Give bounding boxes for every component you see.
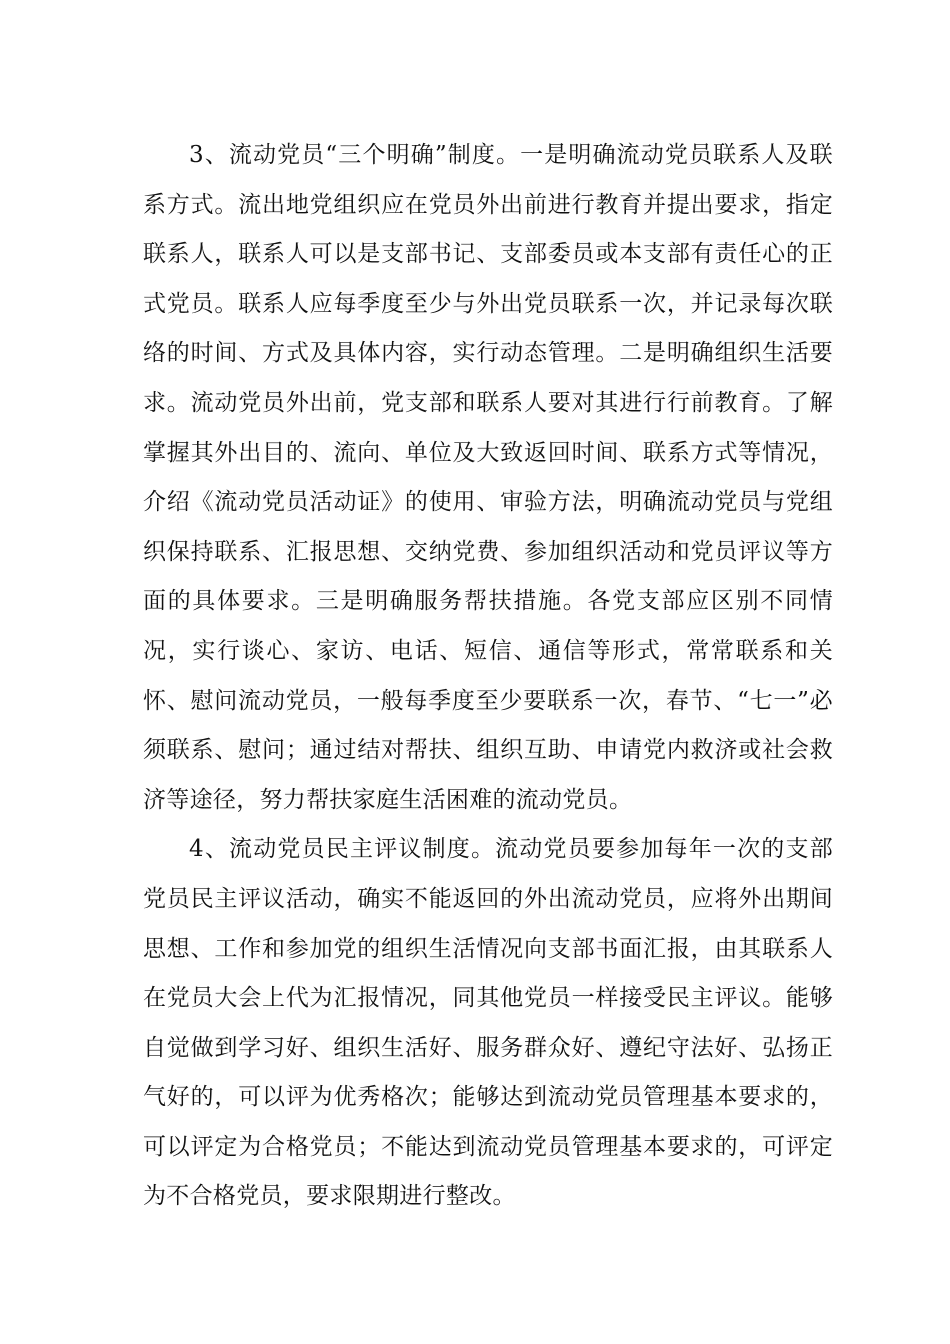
paragraph-mobile-party-member-three-clarities: 3、流动党员“三个明确”制度。一是明确流动党员联系人及联系方式。流出地党组织应在党员外出前进行教育并提出要求，指定联系人，联系人可以是支部书记、支部委员或本支部有责任心的正式党员。联系人应每季度至少与外出党员联系一次，并记录每次联络的时间、方式及具体内容，实行动态管理。二是明确组织生活要求。流动党员外出前，党支部和联系人要对其进行行前教育。了解掌握其外出目的、流向、单位及大致返回时间、联系方式等情况，介绍《流动党员活动证》的使用、审验方法，明确流动党员与党组织保持联系、汇报思想、交纳党费、参加组织活动和党员评议等方面的具体要求。三是明确服务帮扶措施。各党支部应区别不同情况，实行谈心、家访、电话、短信、通信等形式，常常联系和关怀、慰问流动党员，一般每季度至少要联系一次，春节、“七一”必须联系、慰问；通过结对帮扶、组织互助、申请党内救济或社会救济等途径，努力帮扶家庭生活困难的流动党员。 xyxy=(143,142,833,813)
paragraph-mobile-party-member-democratic-appraisal: 4、流动党员民主评议制度。流动党员要参加每年一次的支部党员民主评议活动，确实不能返回的外出流动党员，应将外出期间思想、工作和参加党的组织生活情况向支部书面汇报，由其联系人在党员大会上代为汇报情况，同其他党员一样接受民主评议。能够自觉做到学习好、组织生活好、服务群众好、遵纪守法好、弘扬正气好的，可以评为优秀格次；能够达到流动党员管理基本要求的，可以评定为合格党员；不能达到流动党员管理基本要求的，可评定为不合格党员，要求限期进行整改。 xyxy=(143,836,833,1210)
document-body xyxy=(143,131,833,1222)
